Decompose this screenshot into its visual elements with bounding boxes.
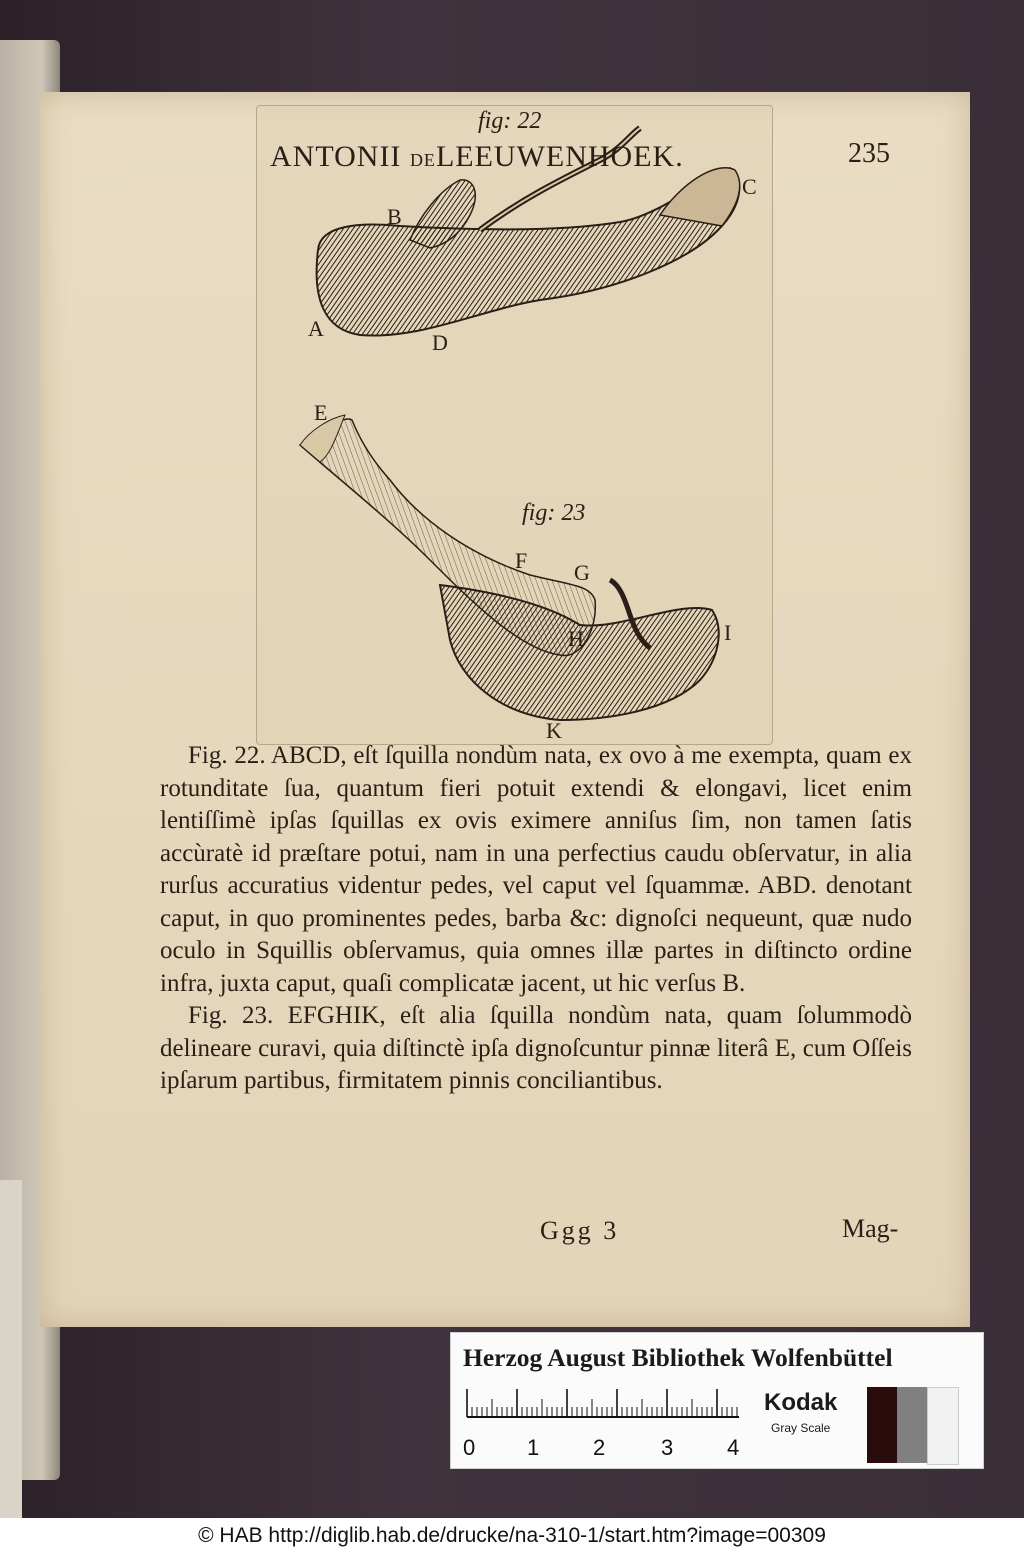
fig23-shrimp: [300, 415, 719, 720]
letter-e: E: [314, 400, 328, 425]
letter-d: D: [432, 330, 448, 355]
catchword: Mag-: [842, 1214, 899, 1243]
running-head-de: DE: [409, 150, 436, 170]
paragraph-fig22: Fig. 22. ABCD, eſt ſquilla nondùm nata, ex ovo à me exempta, quam ex rotunditate ſua, quantum fieri potuit extendi & elongavi, licet enim lentiſſimè ipſas ſquillas ex ovis eximere anniſus ſim, non tamen ſatis accùratè id præſtare potui, nam in una perfectius caudu obſervatur, in alia rurſus accuratius videntur pedes, vel caput vel ſquammæ. ABD. denotant caput, in quo prominentes pedes, barba &c: dignoſci nequeunt, quæ nudo oculo in Squillis obſervamus, quia omnes illæ partes in diſtincto ordine infra, juxta caput, quaſi complicatæ jacent, ut hic verſus B.: [160, 742, 912, 997]
letter-b: B: [387, 204, 402, 229]
signature-mark: Ggg 3: [540, 1216, 620, 1245]
page-number: 235: [848, 138, 890, 169]
gray-patch-dark: [867, 1387, 897, 1463]
letter-f: F: [515, 548, 528, 573]
gray-scale-label: Gray Scale: [771, 1421, 831, 1435]
letter-k: K: [546, 718, 562, 743]
gray-patch-mid: [897, 1387, 927, 1463]
body-text: [160, 740, 912, 1098]
kodak-logo: Kodak: [764, 1389, 838, 1416]
library-label: [450, 1332, 984, 1469]
letter-c: C: [742, 174, 757, 199]
ruler-number-3: 3: [661, 1435, 674, 1460]
running-head-part1: ANTONII: [270, 140, 402, 173]
running-head-part2: LEEUWENHOEK.: [435, 140, 684, 173]
fig23-caption: fig: 23: [522, 500, 586, 526]
ruler-number-2: 2: [593, 1435, 606, 1460]
letter-g: G: [574, 560, 590, 585]
letter-i: I: [724, 620, 732, 645]
ruler-number-0: 0: [463, 1435, 476, 1460]
scale-ruler: [463, 1385, 763, 1465]
paragraph-fig23: Fig. 23. EFGHIK, eſt alia ſquilla nondùm nata, quam ſolummodò delineare curavi, quia diſtinctè ipſa dignoſcuntur pinnæ literâ E, cum Oſſeis ipſarum partibus, firmitatem pinnis conciliantibus.: [160, 1002, 912, 1094]
fig22-caption: fig: 22: [478, 108, 542, 134]
letter-a: A: [308, 316, 324, 341]
running-head: [270, 140, 790, 174]
ruler-number-4: 4: [727, 1435, 740, 1460]
footer-copyright: © HAB http://diglib.hab.de/drucke/na-310-1/start.htm?image=00309: [0, 1518, 1024, 1554]
ruler-number-1: 1: [527, 1435, 540, 1460]
library-title: Herzog August Bibliothek Wolfenbüttel: [463, 1343, 893, 1372]
gray-patch-light: [927, 1387, 959, 1465]
letter-h: H: [568, 626, 584, 651]
